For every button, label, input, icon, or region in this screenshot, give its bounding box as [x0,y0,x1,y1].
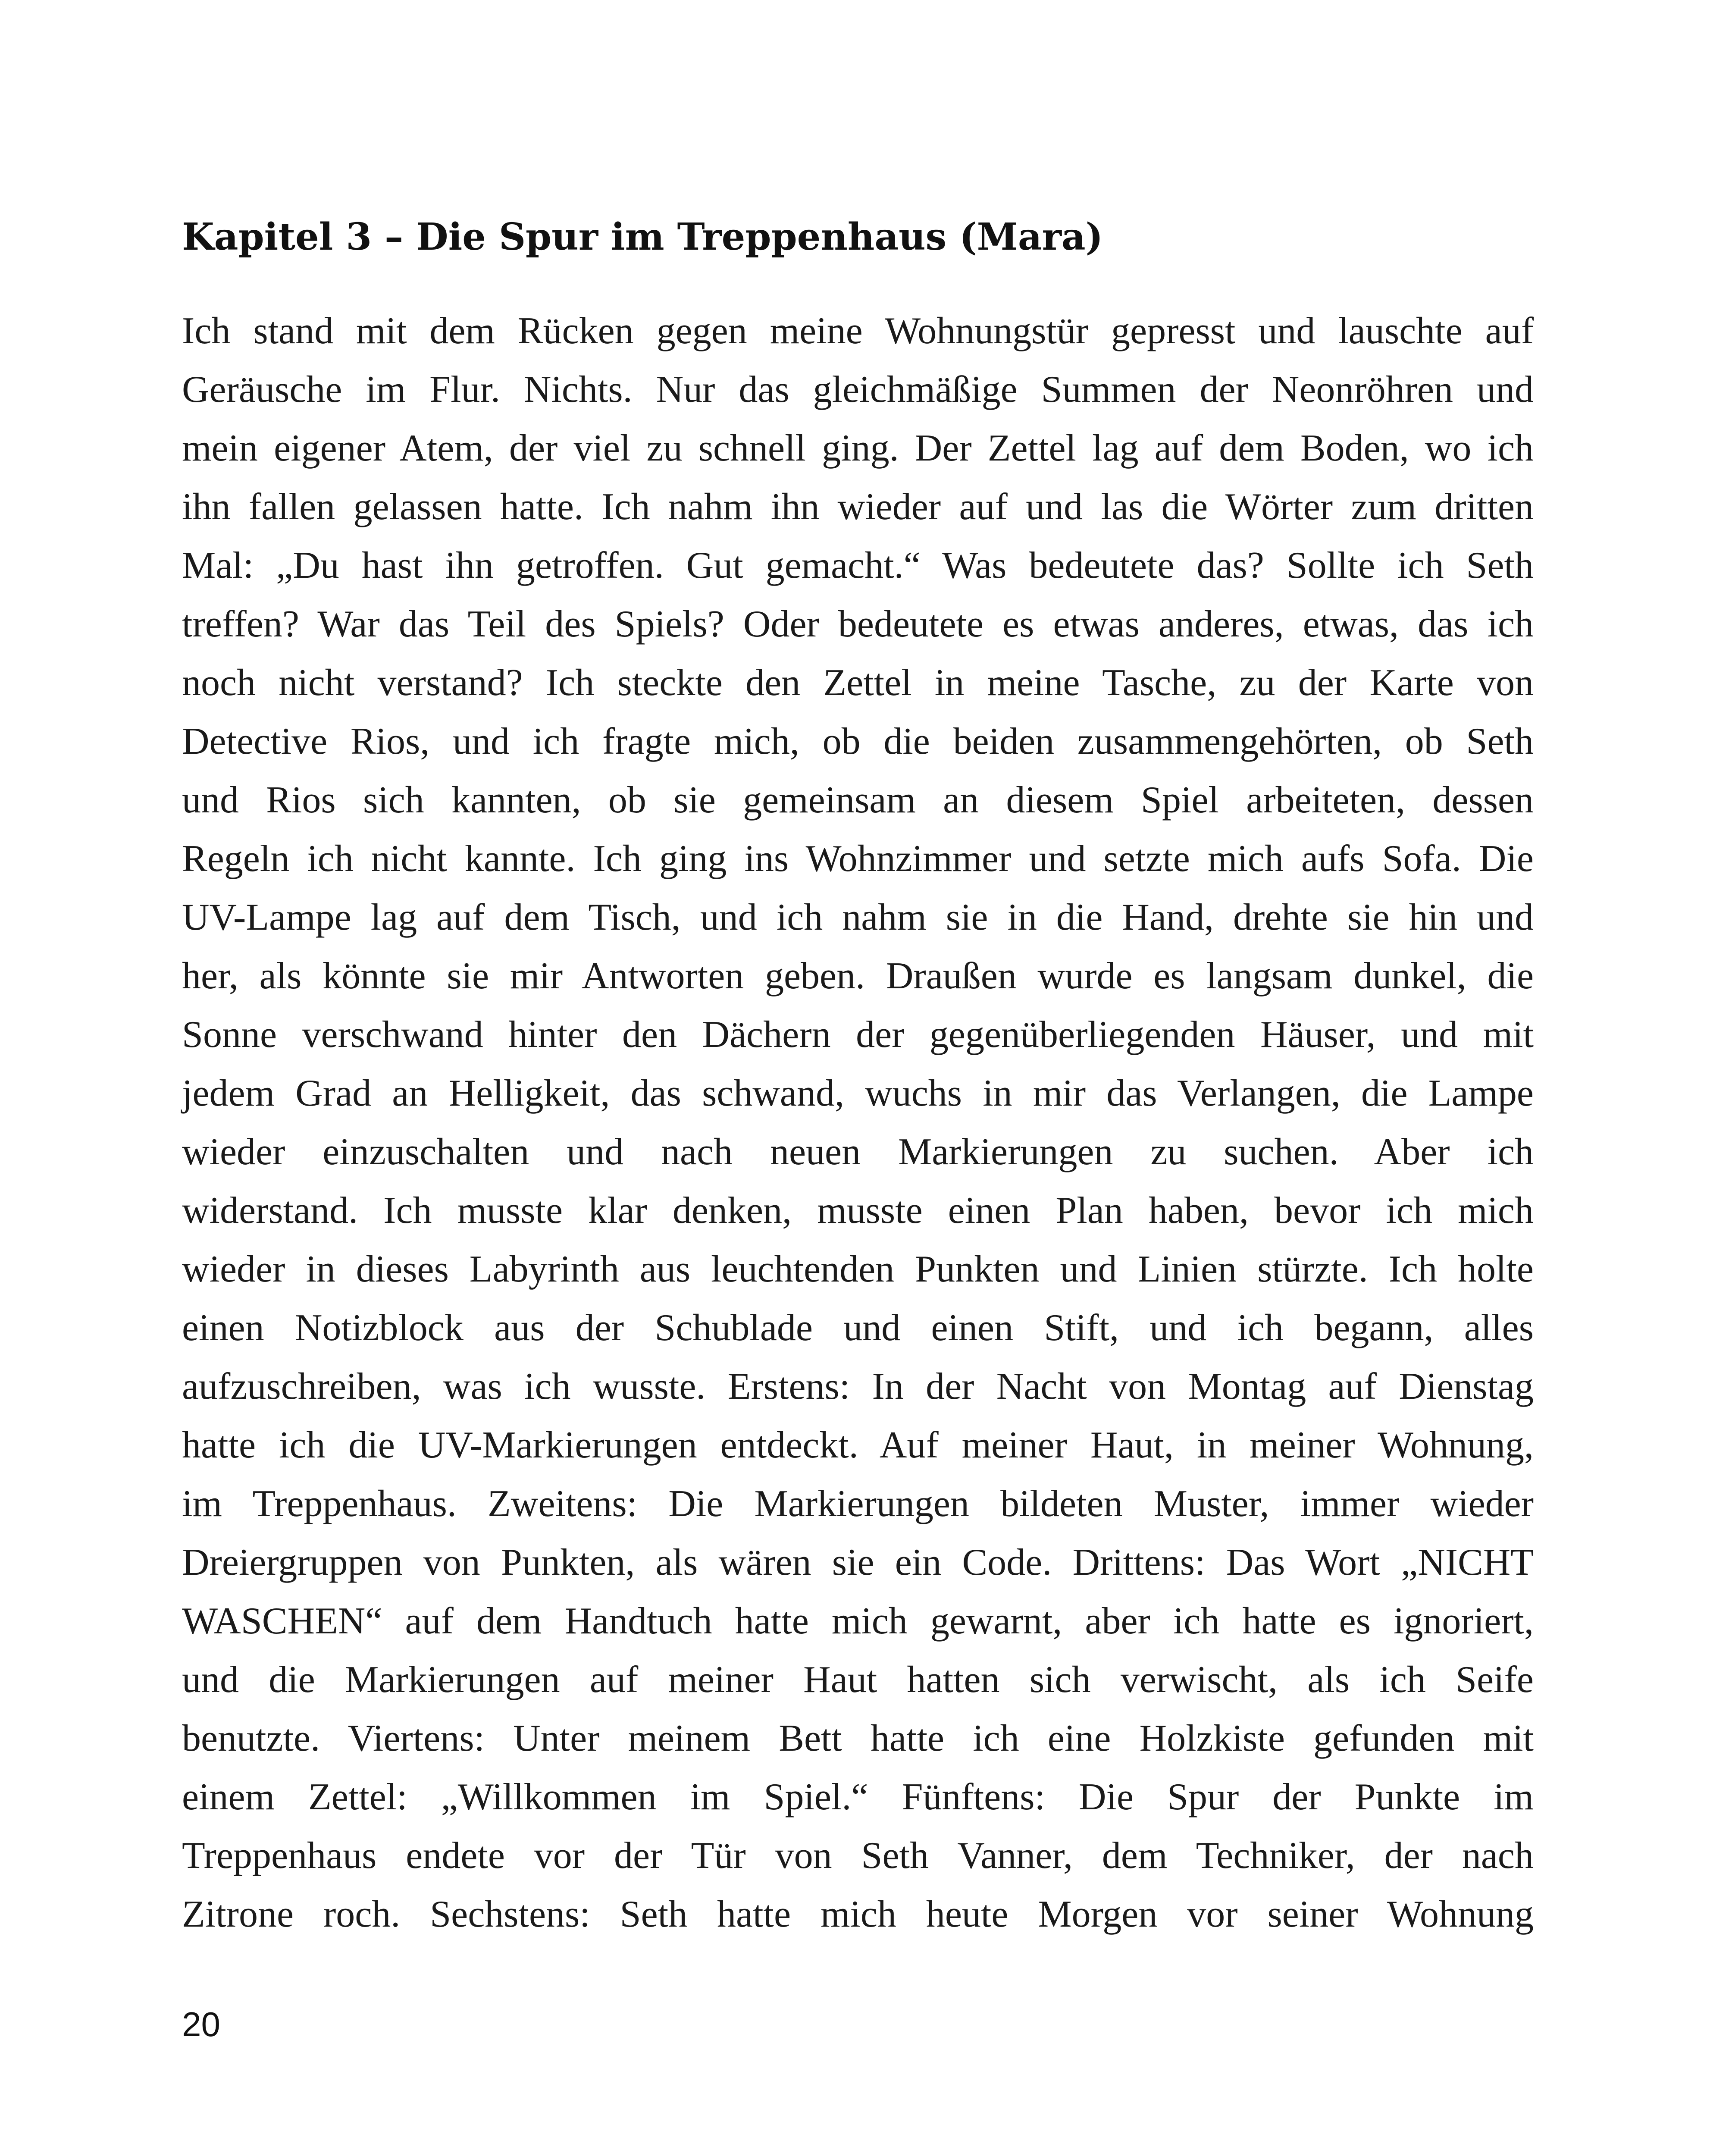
body-line: ihn fallen gelassen hatte. Ich nahm ihn wieder auf und las die Wörter zum dritten [182,486,1534,528]
body-line: treffen? War das Teil des Spiels? Oder bedeutete es etwas anderes, etwas, das ich [182,603,1534,645]
body-line: hatte ich die UV-Markierungen entdeckt. Auf meiner Haut, in meiner Wohnung, [182,1424,1534,1466]
body-line: einen Notizblock aus der Schublade und einen Stift, und ich begann, alles [182,1307,1534,1349]
body-line: Geräusche im Flur. Nichts. Nur das gleichmäßige Summen der Neonröhren und [182,369,1534,411]
body-line: her, als könnte sie mir Antworten geben. Draußen wurde es langsam dunkel, die [182,955,1534,997]
body-line: einem Zettel: „Willkommen im Spiel.“ Fünftens: Die Spur der Punkte im [182,1776,1534,1818]
body-line: Sonne verschwand hinter den Dächern der gegenüberliegenden Häuser, und mit [182,1014,1534,1056]
body-line: aufzuschreiben, was ich wusste. Erstens: In der Nacht von Montag auf Dienstag [182,1366,1534,1407]
body-line: im Treppenhaus. Zweitens: Die Markierungen bildeten Muster, immer wieder [182,1483,1534,1525]
body-line: widerstand. Ich musste klar denken, musste einen Plan haben, bevor ich mich [182,1190,1534,1232]
body-line: Treppenhaus endete vor der Tür von Seth Vanner, dem Techniker, der nach [182,1835,1534,1877]
body-line: UV-Lampe lag auf dem Tisch, und ich nahm sie in die Hand, drehte sie hin und [182,896,1534,938]
body-line: Dreiergruppen von Punkten, als wären sie ein Code. Drittens: Das Wort „NICHT [182,1542,1534,1583]
body-line: Ich stand mit dem Rücken gegen meine Wohnungstür gepresst und lauschte auf [182,310,1534,352]
body-line: wieder einzuschalten und nach neuen Markierungen zu suchen. Aber ich [182,1131,1534,1173]
body-line: Zitrone roch. Sechstens: Seth hatte mich heute Morgen vor seiner Wohnung [182,1893,1534,1935]
page-number: 20 [182,2005,220,2043]
body-line: noch nicht verstand? Ich steckte den Zettel in meine Tasche, zu der Karte von [182,662,1534,704]
body-line: Regeln ich nicht kannte. Ich ging ins Wohnzimmer und setzte mich aufs Sofa. Die [182,838,1534,880]
body-line: Detective Rios, und ich fragte mich, ob die beiden zusammengehörten, ob Seth [182,721,1534,762]
chapter-title: Kapitel 3 – Die Spur im Treppenhaus (Mara) [182,215,1103,259]
body-line: wieder in dieses Labyrinth aus leuchtenden Punkten und Linien stürzte. Ich holte [182,1248,1534,1290]
body-line: WASCHEN“ auf dem Handtuch hatte mich gewarnt, aber ich hatte es ignoriert, [182,1600,1534,1642]
body-line: und Rios sich kannten, ob sie gemeinsam an diesem Spiel arbeiteten, dessen [182,779,1534,821]
chapter-body [182,302,1534,1944]
body-line: mein eigener Atem, der viel zu schnell ging. Der Zettel lag auf dem Boden, wo ich [182,427,1534,469]
body-line: Mal: „Du hast ihn getroffen. Gut gemacht.“ Was bedeutete das? Sollte ich Seth [182,545,1534,586]
body-line: benutzte. Viertens: Unter meinem Bett hatte ich eine Holzkiste gefunden mit [182,1717,1534,1759]
body-line: und die Markierungen auf meiner Haut hatten sich verwischt, als ich Seife [182,1659,1534,1701]
body-line: jedem Grad an Helligkeit, das schwand, wuchs in mir das Verlangen, die Lampe [182,1072,1534,1114]
